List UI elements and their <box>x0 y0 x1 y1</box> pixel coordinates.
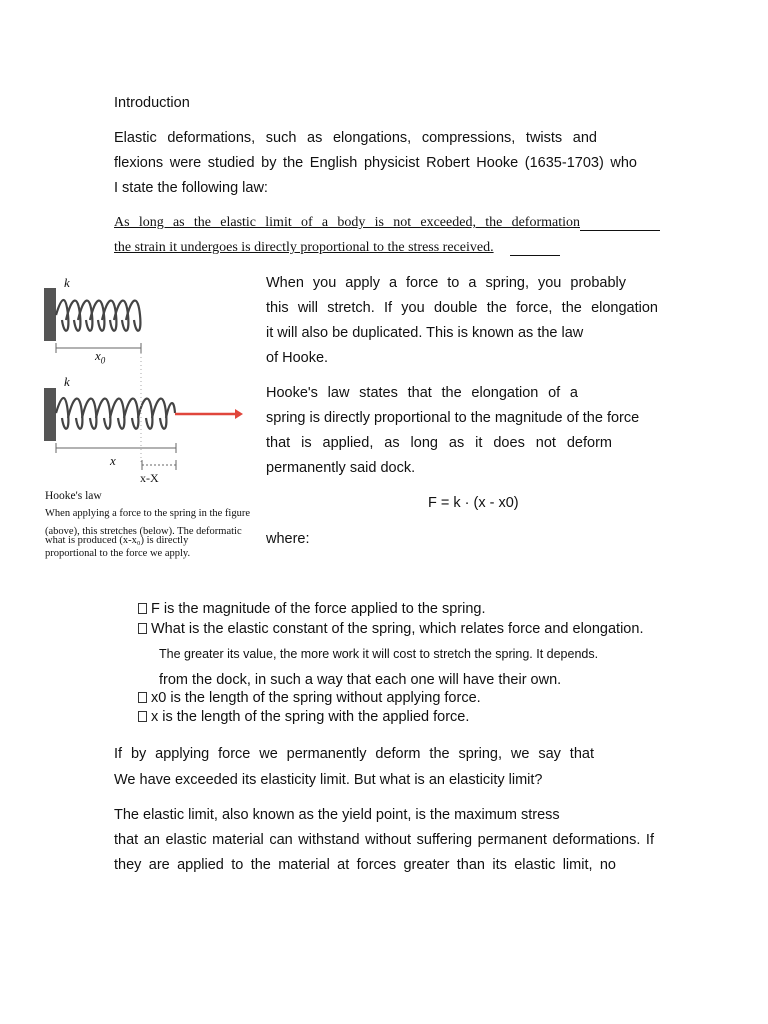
law-underline-tail-1 <box>580 230 660 231</box>
figure-caption-line-3: what is produced (x-x₀) is directly <box>45 535 189 546</box>
hooke-formula: F = k · (x - x0) <box>428 495 519 511</box>
intro-line-3: I state the following law: <box>114 180 268 196</box>
intro-line-1: Elastic deformations, such as elongations, compressions, twists and <box>114 130 597 146</box>
law-underline-tail-2 <box>510 255 560 256</box>
bullet-continuation-2: from the dock, in such a way that each one will have their own. <box>159 672 562 688</box>
right-p1-line-3: it will also be duplicated. This is known as the law <box>266 325 584 341</box>
figure-caption-line-4: proportional to the force we apply. <box>45 548 191 559</box>
right-p2-line-2: spring is directly proportional to the magnitude of the force <box>266 410 640 426</box>
bullet-item-x: x is the length of the spring with the applied force. <box>138 709 469 725</box>
yield-line-3: they are applied to the material at forces greater than its elastic limit, no <box>114 857 616 873</box>
yield-line-2: that an elastic material can withstand without suffering permanent deformations. If <box>114 832 654 848</box>
x0-label: $x_0$ <box>95 348 106 366</box>
limit-line-1: If by applying force we permanently deform the spring, we say that <box>114 746 594 762</box>
law-line-1: As long as the elastic limit of a body is not exceeded, the deformation <box>114 215 580 230</box>
bullet-box-icon <box>138 711 147 722</box>
wall-top <box>44 288 56 341</box>
right-p1-line-2: this will stretch. If you double the force, the elongation <box>266 300 658 316</box>
bullet-item-force: F is the magnitude of the force applied to the spring. <box>138 601 486 617</box>
right-p1-line-1: When you apply a force to a spring, you probably <box>266 275 626 291</box>
wall-bottom <box>44 388 56 441</box>
right-p2-line-1: Hooke's law states that the elongation of a <box>266 385 578 401</box>
force-arrow-head <box>235 409 243 419</box>
bullet-box-icon <box>138 692 147 703</box>
bullet-item-elastic-constant: What is the elastic constant of the spring, which relates force and elongation. <box>138 621 643 637</box>
limit-line-2: We have exceeded its elasticity limit. But what is an elasticity limit? <box>114 772 543 788</box>
figure-caption-title: Hooke's law <box>45 490 102 502</box>
bullet-box-icon <box>138 603 147 614</box>
spring-stretched <box>56 398 175 429</box>
x-label: x <box>110 453 116 468</box>
spring-constant-label-top: k <box>64 275 70 290</box>
where-label: where: <box>266 531 310 547</box>
intro-line-2: flexions were studied by the English physicist Robert Hooke (1635-1703) who <box>114 155 637 171</box>
figure-caption-line-2: (above), this stretches (below). The deformatic <box>45 526 242 537</box>
spring-relaxed <box>56 300 140 331</box>
figure-caption-line-1: When applying a force to the spring in the figure <box>45 508 250 519</box>
bullet-item-x0: x0 is the length of the spring without applying force. <box>138 690 481 706</box>
law-line-2: the strain it undergoes is directly proportional to the stress received. <box>114 240 494 255</box>
spring-constant-label-bottom: k <box>64 374 70 389</box>
bullet-continuation-1: The greater its value, the more work it will cost to stretch the spring. It depends. <box>159 647 599 661</box>
hooke-figure <box>40 275 260 490</box>
right-p2-line-3: that is applied, as long as it does not deform <box>266 435 612 451</box>
yield-line-1: The elastic limit, also known as the yield point, is the maximum stress <box>114 807 560 823</box>
x-minus-X-label: x-X <box>140 471 159 485</box>
right-p1-line-4: of Hooke. <box>266 350 329 366</box>
section-heading: Introduction <box>114 95 190 111</box>
right-p2-line-4: permanently said dock. <box>266 460 416 476</box>
bullet-box-icon <box>138 623 147 634</box>
